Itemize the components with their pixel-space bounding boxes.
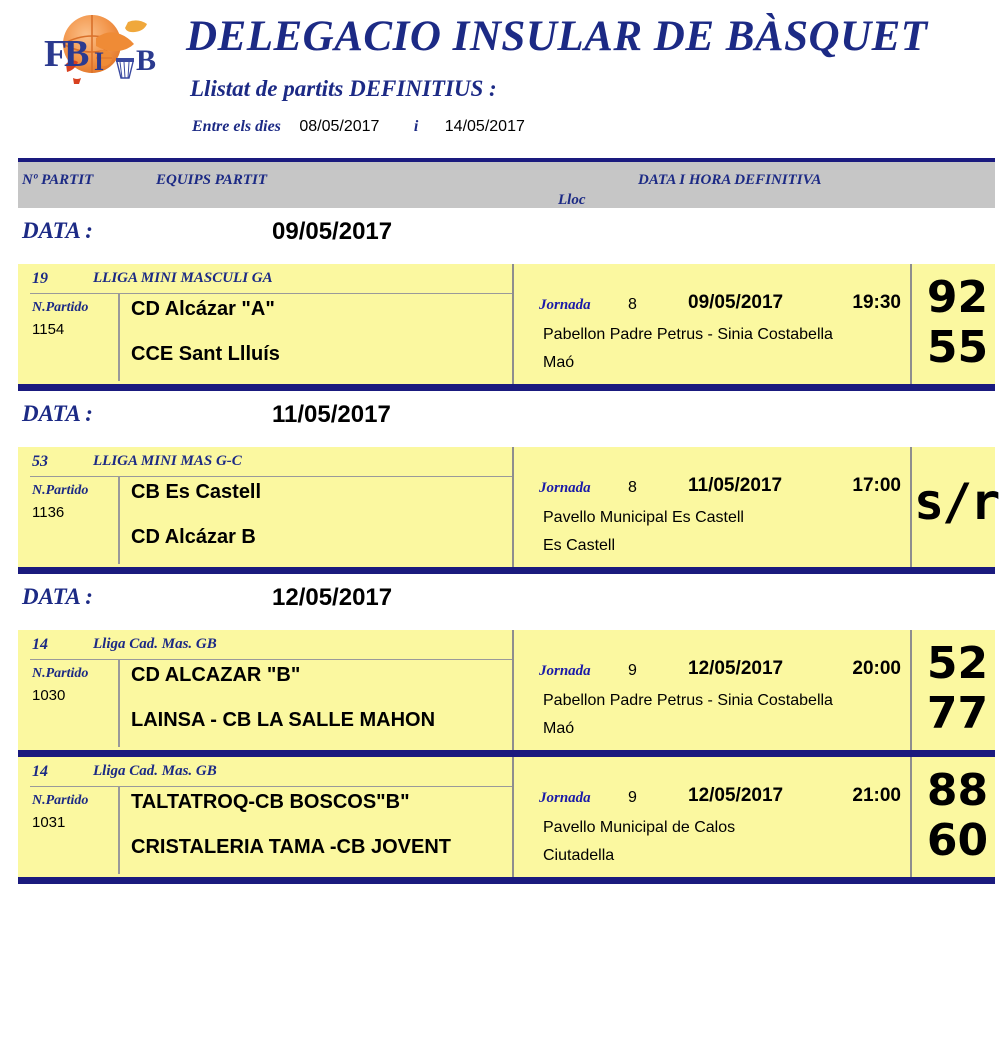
column-divider-right bbox=[910, 447, 912, 567]
column-header-equips: EQUIPS PARTIT bbox=[156, 172, 267, 188]
match-number: 53 bbox=[32, 453, 48, 470]
column-divider-left bbox=[512, 757, 514, 877]
match-city: Es Castell bbox=[543, 537, 616, 554]
match-partido-label: N.Partido bbox=[32, 300, 89, 315]
match-competition: LLIGA MINI MASCULI GA bbox=[93, 270, 273, 286]
match-list bbox=[0, 208, 1000, 884]
date-group-header bbox=[0, 208, 1000, 264]
match-score-text: s/r bbox=[914, 473, 999, 531]
divider-vertical bbox=[118, 293, 120, 381]
match-jornada-number: 8 bbox=[628, 296, 637, 313]
match-home-team: TALTATROQ-CB BOSCOS"B" bbox=[131, 791, 410, 813]
divider-vertical bbox=[118, 786, 120, 874]
date-range-to: 14/05/2017 bbox=[444, 118, 525, 135]
match-partido-label: N.Partido bbox=[32, 483, 89, 498]
divider-horizontal bbox=[30, 293, 512, 294]
divider-vertical bbox=[118, 476, 120, 564]
match-date: 12/05/2017 bbox=[688, 658, 784, 679]
match-competition: Lliga Cad. Mas. GB bbox=[93, 763, 217, 779]
match-separator bbox=[18, 384, 995, 391]
divider-horizontal bbox=[30, 476, 512, 477]
match-left-column bbox=[18, 447, 512, 567]
match-venue: Pavello Municipal de Calos bbox=[543, 819, 736, 836]
date-group-label: DATA : bbox=[22, 218, 93, 243]
match-date: 09/05/2017 bbox=[688, 292, 784, 313]
match-venue: Pavello Municipal Es Castell bbox=[543, 509, 744, 526]
page-title: DELEGACIO INSULAR DE BÀSQUET bbox=[186, 13, 928, 60]
match-row[interactable] bbox=[18, 757, 995, 877]
date-group-value: 12/05/2017 bbox=[272, 584, 393, 611]
date-group-header bbox=[0, 391, 1000, 447]
date-group-value: 09/05/2017 bbox=[272, 218, 393, 245]
date-range-label: Entre els dies bbox=[192, 118, 281, 135]
match-away-team: CCE Sant Llluís bbox=[131, 343, 280, 365]
match-home-team: CD ALCAZAR "B" bbox=[131, 664, 301, 686]
match-time: 17:00 bbox=[852, 475, 901, 496]
svg-text:F: F bbox=[44, 33, 68, 75]
column-header-data-i-hora: DATA I HORA DEFINITIVA bbox=[638, 172, 822, 188]
match-jornada-number: 8 bbox=[628, 479, 637, 496]
divider-vertical bbox=[118, 659, 120, 747]
match-middle-column bbox=[518, 757, 910, 877]
column-divider-left bbox=[512, 264, 514, 384]
table-column-header bbox=[18, 158, 995, 208]
match-score-column bbox=[914, 757, 995, 877]
match-partido-number: 1030 bbox=[32, 687, 66, 704]
match-number: 19 bbox=[32, 270, 48, 287]
match-number: 14 bbox=[32, 763, 48, 780]
column-divider-left bbox=[512, 447, 514, 567]
match-jornada-number: 9 bbox=[628, 662, 637, 679]
match-time: 19:30 bbox=[852, 292, 901, 313]
date-group-label: DATA : bbox=[22, 401, 93, 426]
match-middle-column bbox=[518, 264, 910, 384]
column-header-lloc: Lloc bbox=[558, 192, 586, 208]
column-divider-left bbox=[512, 630, 514, 750]
match-time: 21:00 bbox=[852, 785, 901, 806]
match-partido-number: 1136 bbox=[32, 504, 65, 521]
match-partido-label: N.Partido bbox=[32, 793, 89, 808]
match-score-away: 55 bbox=[926, 322, 989, 373]
column-divider-right bbox=[910, 264, 912, 384]
match-away-team: CD Alcázar B bbox=[131, 526, 256, 548]
date-range-separator: i bbox=[413, 118, 419, 135]
svg-text:B: B bbox=[136, 44, 157, 77]
match-jornada-label: Jornada bbox=[539, 297, 591, 313]
match-separator bbox=[18, 750, 995, 757]
page-subtitle: Llistat de partits DEFINITIUS : bbox=[190, 76, 497, 101]
svg-text:B: B bbox=[64, 33, 90, 75]
match-away-team: LAINSA - CB LA SALLE MAHON bbox=[131, 709, 436, 731]
match-city: Maó bbox=[543, 720, 575, 737]
match-score-away: 60 bbox=[926, 815, 989, 866]
match-score-away: 77 bbox=[926, 688, 989, 739]
column-divider-right bbox=[910, 757, 912, 877]
match-separator bbox=[18, 567, 995, 574]
match-home-team: CB Es Castell bbox=[131, 481, 262, 503]
match-time: 20:00 bbox=[852, 658, 901, 679]
match-jornada-label: Jornada bbox=[539, 663, 591, 679]
match-home-team: CD Alcázar "A" bbox=[131, 298, 275, 320]
match-number: 14 bbox=[32, 636, 48, 653]
match-partido-label: N.Partido bbox=[32, 666, 89, 681]
match-row[interactable] bbox=[18, 264, 995, 384]
match-middle-column bbox=[518, 630, 910, 750]
match-score-home: 88 bbox=[926, 765, 989, 816]
divider-horizontal bbox=[30, 786, 512, 787]
column-header-num-partit: Nº PARTIT bbox=[22, 172, 94, 188]
match-row[interactable] bbox=[18, 447, 999, 567]
match-jornada-label: Jornada bbox=[539, 790, 591, 806]
match-city: Ciutadella bbox=[543, 847, 615, 864]
match-middle-column bbox=[518, 447, 910, 567]
match-venue: Pabellon Padre Petrus - Sinia Costabella bbox=[543, 326, 833, 343]
match-left-column bbox=[18, 757, 512, 877]
match-score-column bbox=[914, 630, 995, 750]
match-partido-number: 1154 bbox=[32, 321, 65, 338]
page-header bbox=[0, 0, 1000, 150]
date-range bbox=[192, 118, 525, 138]
match-left-column bbox=[18, 264, 512, 384]
date-range-from: 08/05/2017 bbox=[299, 118, 380, 135]
match-competition: Lliga Cad. Mas. GB bbox=[93, 636, 217, 652]
date-group-value: 11/05/2017 bbox=[272, 401, 391, 428]
column-divider-right bbox=[910, 630, 912, 750]
fbib-logo bbox=[36, 8, 164, 96]
date-group-header bbox=[0, 574, 1000, 630]
match-left-column bbox=[18, 630, 512, 750]
match-jornada-label: Jornada bbox=[539, 480, 591, 496]
match-score-home: 52 bbox=[926, 638, 989, 689]
match-venue: Pabellon Padre Petrus - Sinia Costabella bbox=[543, 692, 833, 709]
match-partido-number: 1031 bbox=[32, 814, 66, 831]
match-row[interactable] bbox=[18, 630, 995, 750]
match-city: Maó bbox=[543, 354, 575, 371]
svg-text:I: I bbox=[94, 47, 105, 76]
match-date: 12/05/2017 bbox=[688, 785, 784, 806]
divider-horizontal bbox=[30, 659, 512, 660]
match-away-team: CRISTALERIA TAMA -CB JOVENT bbox=[131, 836, 451, 858]
match-score-home: 92 bbox=[926, 272, 989, 323]
match-score-column bbox=[914, 447, 999, 567]
date-group-label: DATA : bbox=[22, 584, 93, 609]
match-jornada-number: 9 bbox=[628, 789, 637, 806]
match-score-column bbox=[914, 264, 995, 384]
match-separator bbox=[18, 877, 995, 884]
match-competition: LLIGA MINI MAS G-C bbox=[93, 453, 242, 469]
match-date: 11/05/2017 bbox=[688, 475, 783, 496]
